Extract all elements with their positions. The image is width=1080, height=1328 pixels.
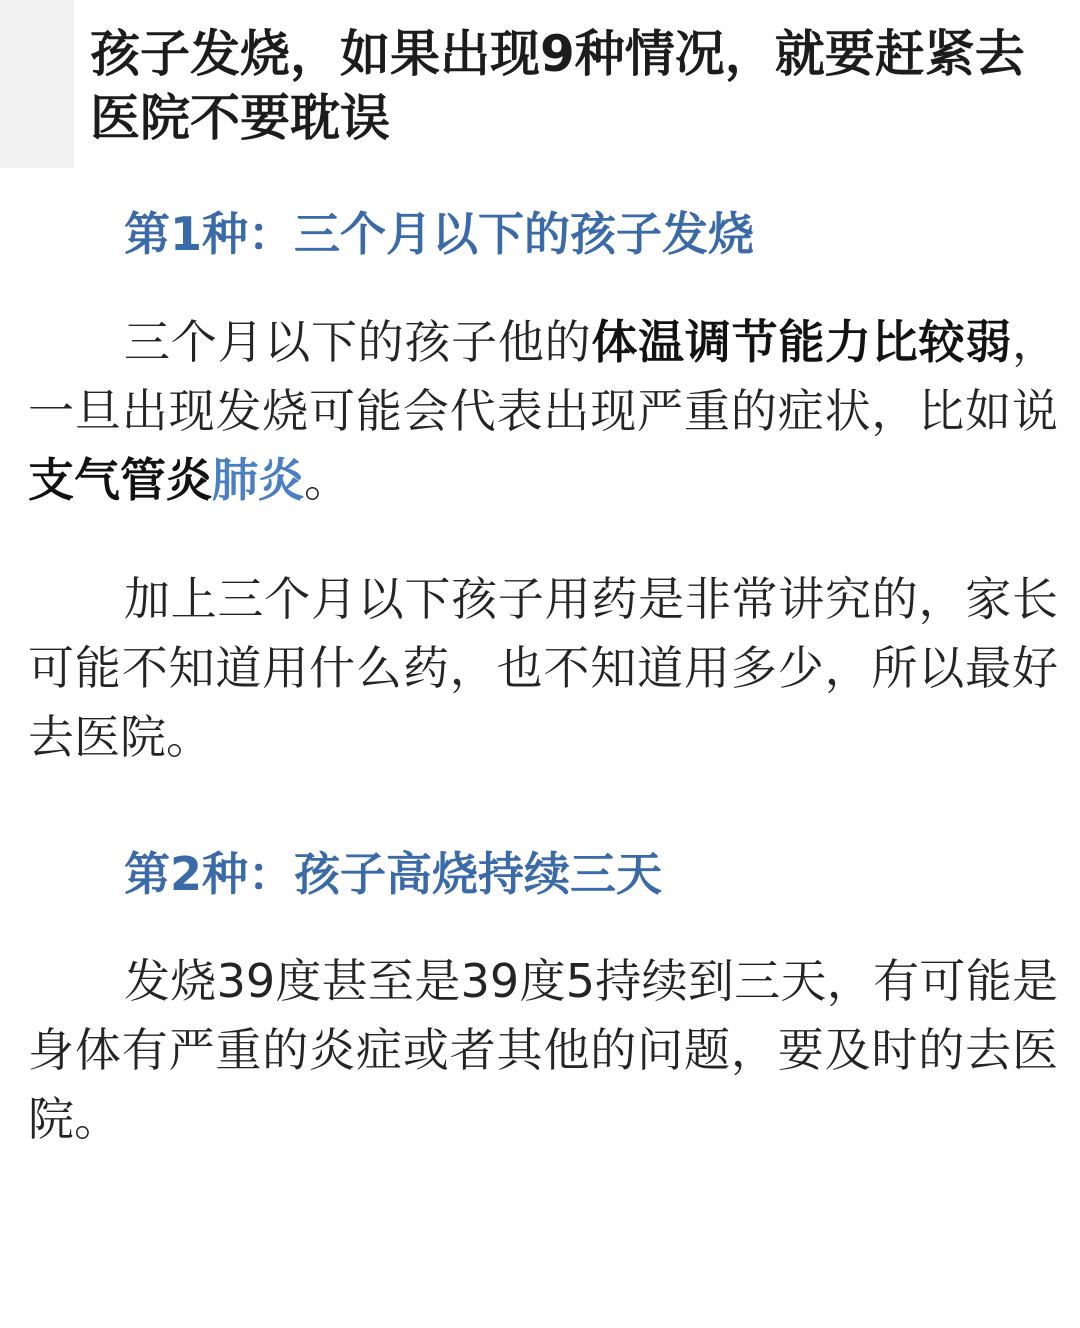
text-run: ，一旦出现发烧可能会代表出现严重的症状，比如说 bbox=[28, 314, 1059, 438]
text-run: 。 bbox=[304, 452, 350, 507]
text-run-accent: 肺炎 bbox=[212, 452, 304, 507]
section-heading-2 bbox=[28, 772, 1058, 904]
section-heading-1 bbox=[28, 150, 1058, 264]
text-run-bold: 体温调节能力比较弱 bbox=[591, 314, 1013, 369]
paragraph bbox=[28, 903, 1058, 1154]
section-heading-1-text: 三个月以下的孩子发烧 bbox=[294, 207, 755, 261]
page-title: 孩子发烧，如果出现9种情况，就要赶紧去医院不要耽误 bbox=[90, 25, 1025, 147]
text-run: 发烧39度甚至是39度5持续到三天，有可能是身体有严重的炎症或者其他的问题，要及时的去医院。 bbox=[28, 954, 1058, 1146]
text-run: 加上三个月以下孩子用药是非常讲究的，家长可能不知道用什么药，也不知道用多少，所以最好去医院。 bbox=[28, 571, 1058, 764]
paragraph bbox=[28, 264, 1058, 515]
section-heading-2-text: 孩子高烧持续三天 bbox=[294, 846, 663, 901]
text-run: 三个月以下的孩子他的 bbox=[124, 314, 592, 369]
section-heading-1-label: 第1种： bbox=[124, 207, 295, 261]
text-run-bold: 支气管炎 bbox=[28, 452, 212, 507]
article-content bbox=[28, 0, 1058, 1154]
paragraph bbox=[28, 515, 1058, 772]
section-heading-2-label: 第2种： bbox=[124, 846, 295, 901]
